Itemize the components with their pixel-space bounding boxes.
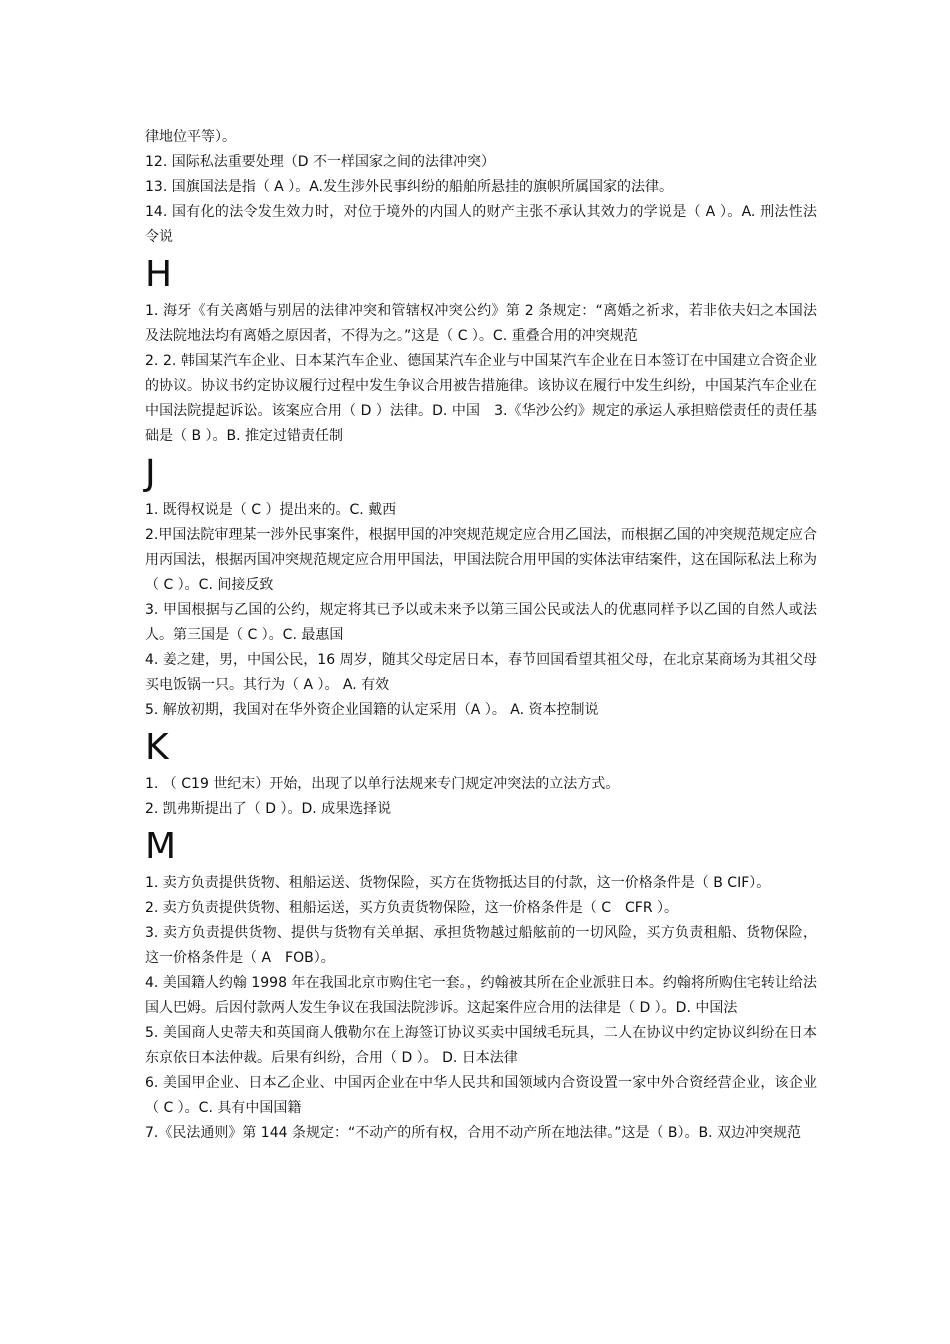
list-item: 2.甲国法院审理某一涉外民事案件，根据甲国的冲突规范规定应合用乙国法，而根据乙国的冲突规范规定应合用丙国法，根据丙国冲突规范规定应合用甲国法，甲国法院合用甲国的实体法审结案件，这在国际私法上称为（ C ）。C. 间接反致 bbox=[145, 527, 817, 593]
list-item: 1. 海牙《有关离婚与别居的法律冲突和管辖权冲突公约》第 2 条规定：“离婚之祈求，若非依夫妇之本国法及法院地法均有离婚之原因者，不得为之。”这是（ C ）。C. 重叠合用的冲突规范 bbox=[145, 303, 817, 344]
list-item: 1. （ C19 世纪末）开始，出现了以单行法规来专门规定冲突法的立法方式。 bbox=[145, 776, 620, 792]
list-item: 1. 卖方负责提供货物、租船运送、货物保险，买方在货物抵达目的付款，这一价格条件是（ B CIF）。 bbox=[145, 875, 771, 891]
list-item: 律地位平等）。 bbox=[145, 129, 236, 145]
list-item: 2. 2. 韩国某汽车企业、日本某汽车企业、德国某汽车企业与中国某汽车企业在日本签订在中国建立合资企业的协议。协议书约定协议履行过程中发生争议合用被告措施律。该协议在履行中发生纠纷，中国某汽车企业在中国法院提起诉讼。该案应合用（ D ）法律。D. 中国 3.《华沙公约》规定的承运人承担赔偿责任的责任基础是（ B ）。B. 推定过错责任制 bbox=[145, 353, 817, 444]
section-heading-h: H bbox=[145, 254, 173, 295]
list-item: 3. 卖方负责提供货物、提供与货物有关单据、承担货物越过船舷前的一切风险，买方负责租船、货物保险，这一价格条件是（ A FOB）。 bbox=[145, 925, 817, 966]
list-item: 14. 国有化的法令发生效力时，对位于境外的内国人的财产主张不承认其效力的学说是（ A ）。A. 刑法性法令说 bbox=[145, 204, 817, 245]
list-item: 2. 凯弗斯提出了（ D ）。D. 成果选择说 bbox=[145, 801, 392, 817]
document-body bbox=[145, 125, 817, 1146]
list-item: 3. 甲国根据与乙国的公约，规定将其已予以或未来予以第三国公民或法人的优惠同样予以乙国的自然人或法人。第三国是（ C ）。C. 最惠国 bbox=[145, 602, 817, 643]
list-item: 4. 姜之建，男，中国公民，16 周岁，随其父母定居日本，春节回国看望其祖父母，在北京某商场为其祖父母买电饭锅一只。其行为（ A ）。 A. 有效 bbox=[145, 652, 817, 693]
list-item: 7.《民法通则》第 144 条规定：“不动产的所有权，合用不动产所在地法律。”这是（ B）。B. 双边冲突规范 bbox=[145, 1125, 802, 1141]
list-item: 2. 卖方负责提供货物、租船运送，买方负责货物保险，这一价格条件是（ C CFR ）。 bbox=[145, 900, 679, 916]
list-item: 4. 美国籍人约翰 1998 年在我国北京市购住宅一套。，约翰被其所在企业派驻日本。约翰将所购住宅转让给法国人巴姆。后因付款两人发生争议在我国法院涉诉。这起案件应合用的法律是（ D ）。D. 中国法 bbox=[145, 975, 817, 1016]
list-item: 5. 解放初期，我国对在华外资企业国籍的认定采用（A ）。 A. 资本控制说 bbox=[145, 702, 599, 718]
section-heading-j: J bbox=[145, 453, 156, 494]
list-item: 12. 国际私法重要处理（D 不一样国家之间的法律冲突） bbox=[145, 154, 495, 170]
section-heading-m: M bbox=[145, 826, 177, 867]
list-item: 13. 国旗国法是指（ A ）。A.发生涉外民事纠纷的船舶所悬挂的旗帜所属国家的法律。 bbox=[145, 179, 673, 195]
list-item: 1. 既得权说是（ C ）提出来的。C. 戴西 bbox=[145, 502, 397, 518]
section-heading-k: K bbox=[145, 727, 169, 768]
list-item: 5. 美国商人史蒂夫和英国商人俄勒尔在上海签订协议买卖中国绒毛玩具，二人在协议中约定协议纠纷在日本东京依日本法仲裁。后果有纠纷，合用（ D ）。 D. 日本法律 bbox=[145, 1025, 817, 1066]
list-item: 6. 美国甲企业、日本乙企业、中国丙企业在中华人民共和国领域内合资设置一家中外合资经营企业，该企业（ C ）。C. 具有中国国籍 bbox=[145, 1075, 817, 1116]
